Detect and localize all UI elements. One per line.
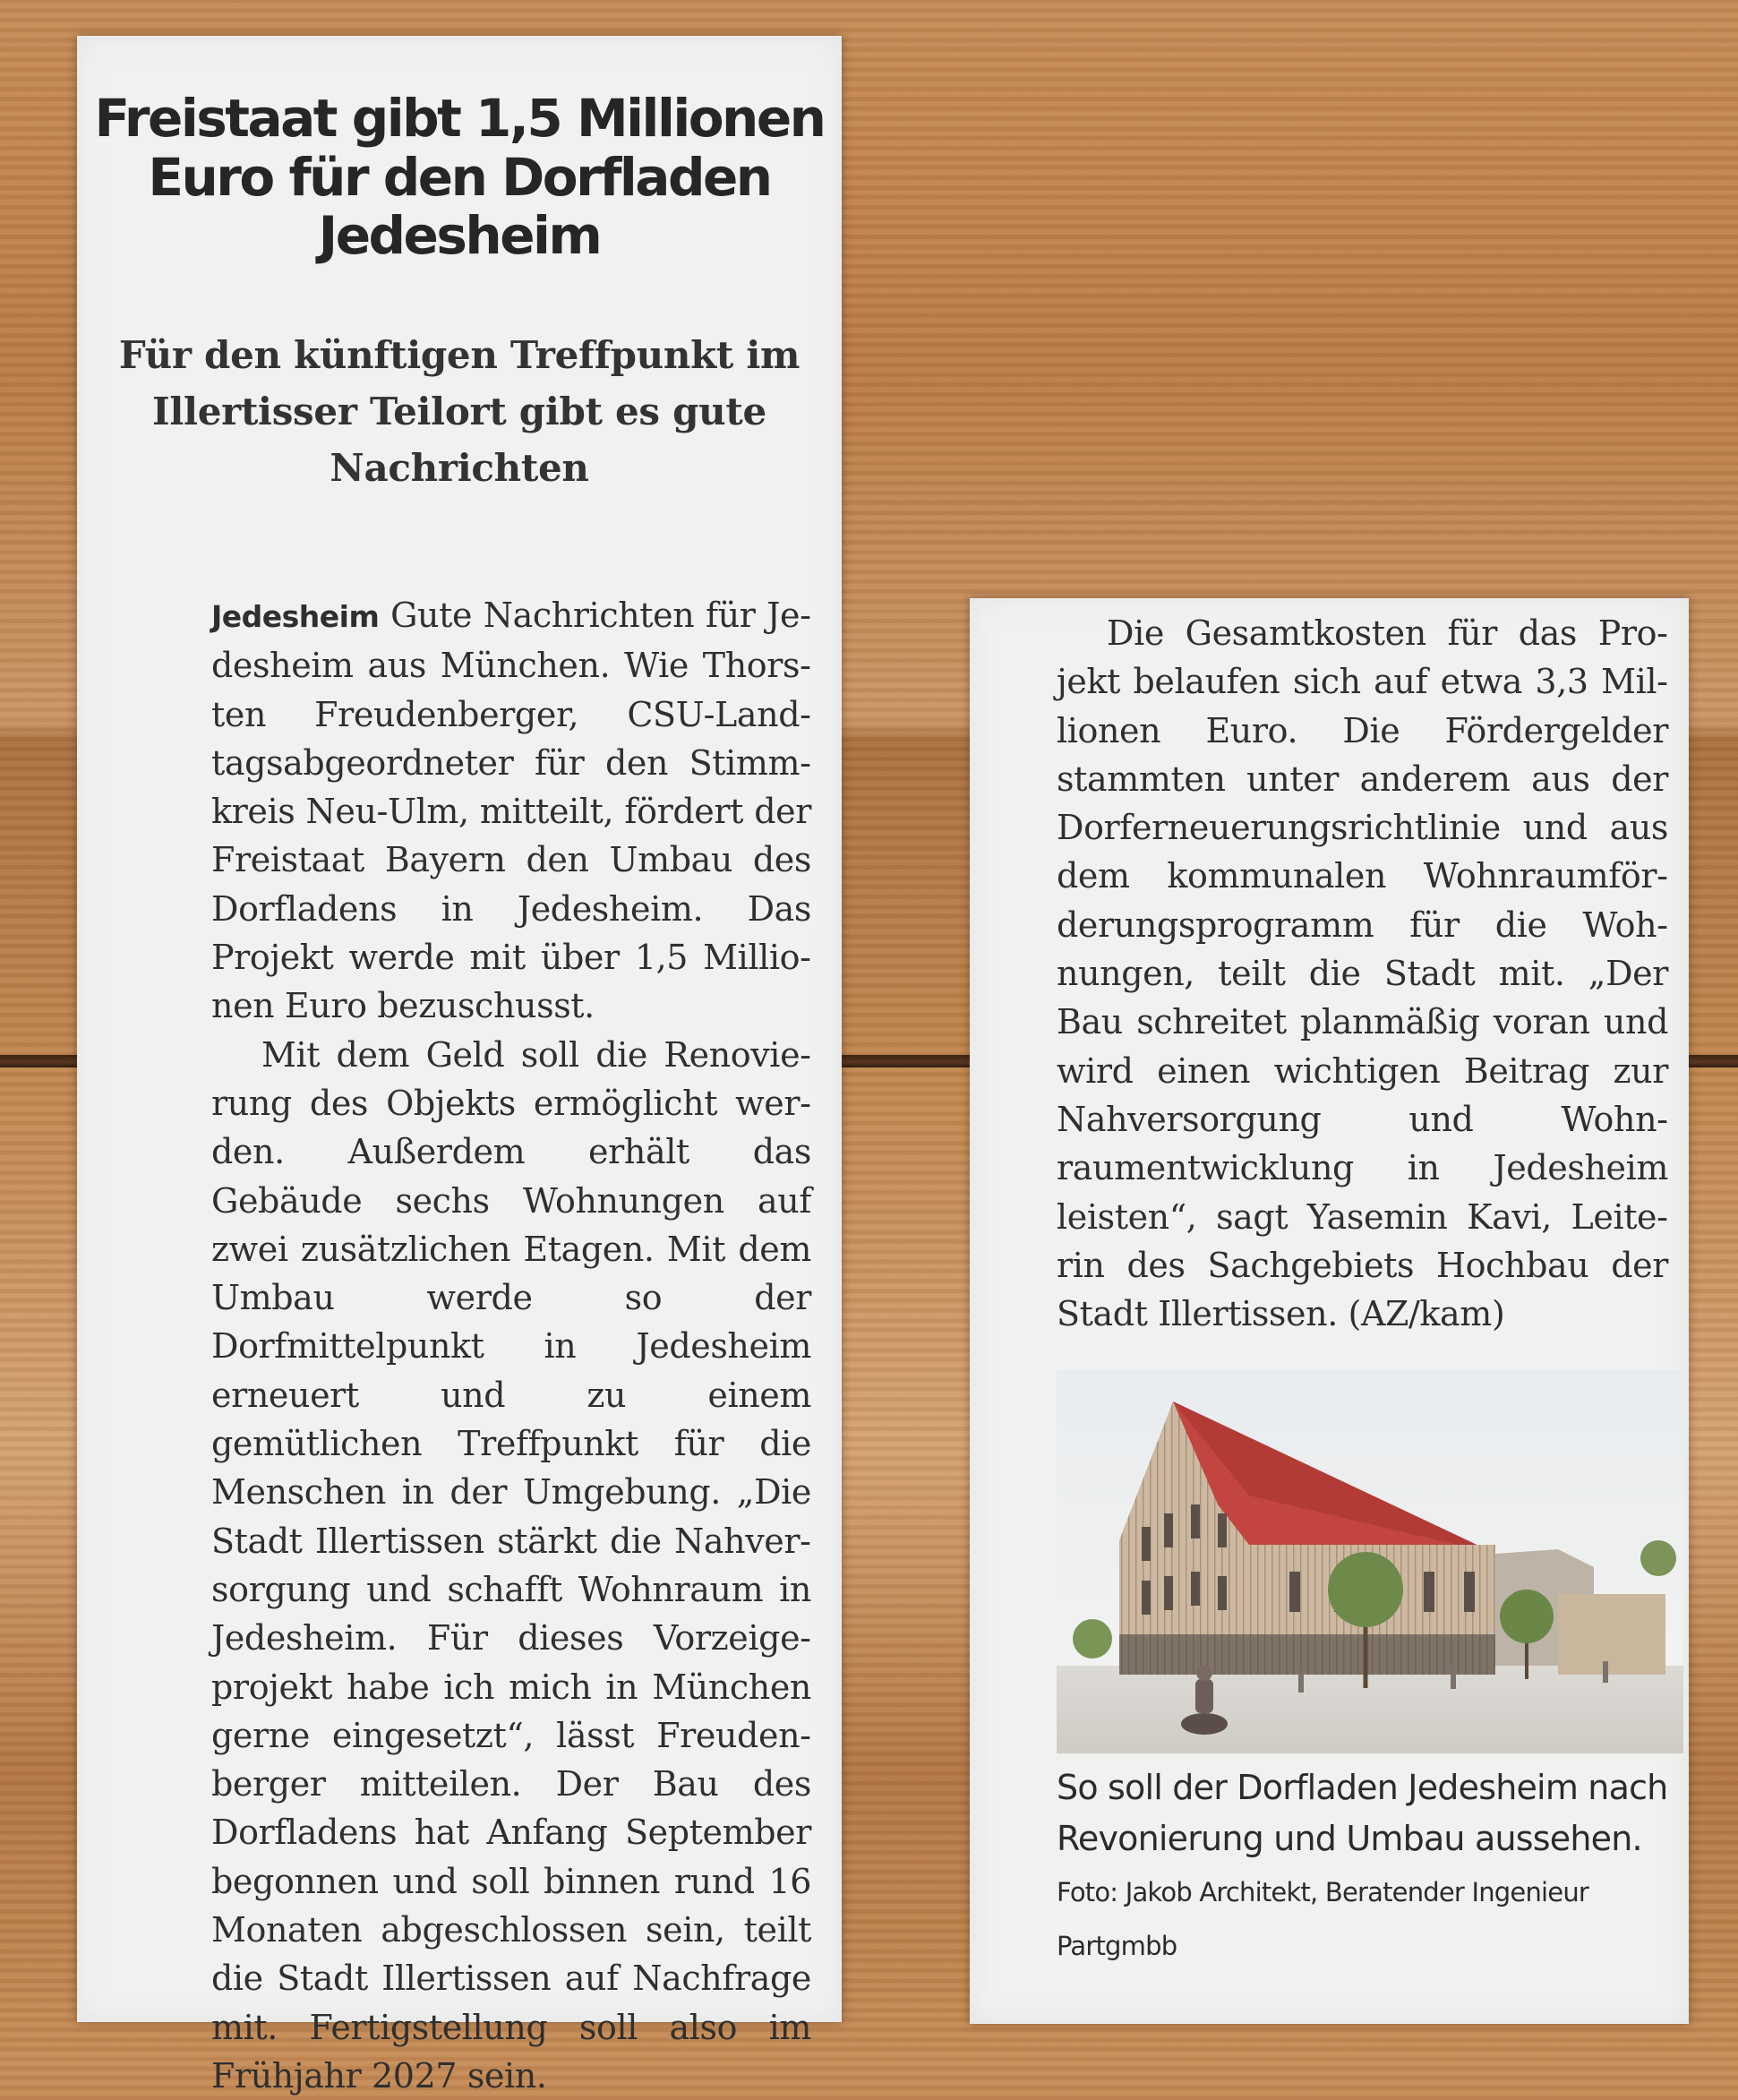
- paragraph-1: [211, 591, 811, 1031]
- article-headline: Freistaat gibt 1,5 Millionen Euro für den Dorfladen Jedesheim: [94, 88, 825, 267]
- dateline: Jedesheim: [211, 599, 380, 634]
- paragraph-1-text: Gute Nachrichten für Jedesheim aus München. Wie Thorsten Freudenberger, CSU-Landtagsabgeordneter für den Stimmkreis Neu-Ulm, mitteilt, fördert der Freistaat Bayern den Umbau des Dorfladens in Jedesheim. Das Projekt werde mit über 1,5 Millionen Euro bezuschusst.: [211, 596, 811, 1026]
- photo-credit: Foto: Jakob Architekt, Beratender Ingenieur Partgmbb: [1057, 1877, 1589, 1961]
- building-rendering-illustration: [1057, 1370, 1683, 1753]
- dorfladen-rendering-photo: [1057, 1370, 1683, 1753]
- photo-caption: [1057, 1762, 1674, 1972]
- caption-text: So soll der Dorfladen Jedesheim nach Revonierung und Umbau aussehen.: [1057, 1768, 1668, 1858]
- article-clipping-right: [970, 598, 1689, 2024]
- article-body-left: [211, 591, 811, 2100]
- article-clipping-left: [77, 36, 842, 2096]
- paragraph-3: Die Gesamtkosten für das Projekt belaufen sich auf etwa 3,3 Millionen Euro. Die Fördergelder stammten unter anderem aus der Dorferneuerungsrichtlinie und aus dem kommunalen Wohnraumförderungsprogramm für die Wohnungen, teilt die Stadt mit. „Der Bau schreitet planmäßig voran und wird einen wichtigen Beitrag zur Nahversorgung und Wohnraumentwicklung in Jedesheim leisten“, sagt Yasemin Kavi, Leiterin des Sachgebiets Hochbau der Stadt Illertissen. (AZ/kam): [1057, 613, 1668, 1334]
- paragraph-2: Mit dem Geld soll die Renovierung des Objekts ermöglicht werden. Außerdem erhält das Gebäude sechs Wohnungen auf zwei zusätzlichen Etagen. Mit dem Umbau werde so der Dorfmittelpunkt in Jedesheim erneuert und zu einem gemütlichen Treffpunkt für die Menschen in der Umgebung. „Die Stadt Illertissen stärkt die Nahversorgung und schafft Wohnraum in Jedesheim. Für dieses Vorzeigeprojekt habe ich mich in München gerne eingesetzt“, lässt Freudenberger mitteilen. Der Bau des Dorfladens hat Anfang September begonnen und soll binnen rund 16 Monaten abgeschlossen sein, teilt die Stadt Illertissen auf Nachfrage mit. Fertigstellung soll also im Frühjahr 2027 sein.: [211, 1034, 811, 2096]
- article-body-right: [1057, 609, 1668, 1338]
- article-subheadline: Für den künftigen Treffpunkt im Illertisser Teilort gibt es gute Nachrichten: [118, 333, 801, 490]
